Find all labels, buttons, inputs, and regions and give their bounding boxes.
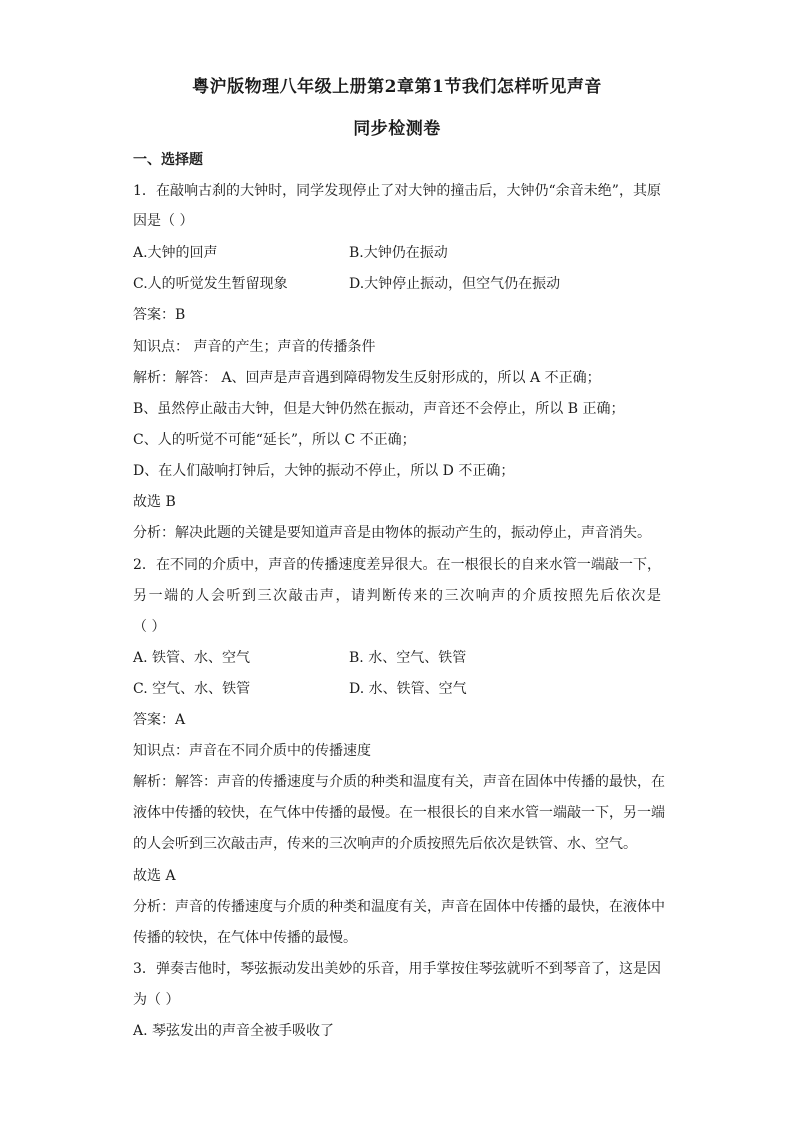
question-2-answer: 答案：A [133, 712, 186, 728]
question-1-option-d: D.大钟停止振动，但空气仍在振动 [349, 276, 561, 292]
question-2-analysis-c: 的人会听到三次敲击声，传来的三次响声的介质按照先后依次是铁管、水、空气。 [133, 836, 637, 852]
question-1-choose: 故选 B [133, 494, 176, 510]
question-2-fenxi-b: 传播的较快，在气体中传播的最慢。 [133, 930, 357, 946]
question-1-option-a: A.大钟的回声 [133, 245, 218, 261]
question-1-option-c: C.人的听觉发生暂留现象 [133, 276, 288, 292]
question-1-answer: 答案：B [133, 307, 186, 323]
question-2-analysis: 解析：解答：声音的传播速度与介质的种类和温度有关，声音在固体中传播的最快，在 [133, 774, 665, 790]
question-2-fenxi: 分析：声音的传播速度与介质的种类和温度有关，声音在固体中传播的最快，在液体中 [133, 899, 665, 915]
question-2-choose: 故选 A [133, 868, 176, 884]
question-1-option-b: B.大钟仍在振动 [349, 245, 448, 261]
document-title: 粤沪版物理八年级上册第2章第1节我们怎样听见声音 [192, 77, 602, 97]
question-1-analysis-d: D、在人们敲响打钟后，大钟的振动不停止，所以 D 不正确； [133, 463, 515, 479]
question-2-option-c: C. 空气、水、铁管 [133, 681, 251, 697]
question-2-stem-paren: （ ） [133, 619, 166, 635]
question-1-stem-cont: 因是（ ） [133, 213, 194, 229]
question-2-stem: 2．在不同的介质中，声音的传播速度差异很大。在一根很长的自来水管一端敲一下， [133, 557, 661, 573]
question-1-analysis: 解析：解答： A、回声是声音遇到障碍物发生反射形成的，所以 A 不正确； [133, 370, 601, 386]
question-1-knowledge: 知识点： 声音的产生；声音的传播条件 [133, 339, 376, 355]
question-2-stem-cont: 另一端的人会听到三次敲击声，请判断传来的三次响声的介质按照先后依次是 [133, 588, 661, 604]
question-2-option-a: A. 铁管、水、空气 [133, 650, 251, 666]
question-2-analysis-b: 液体中传播的较快，在气体中传播的最慢。在一根很长的自来水管一端敲一下，另一端 [133, 805, 665, 821]
question-1-fenxi: 分析：解决此题的关键是要知道声音是由物体的振动产生的，振动停止，声音消失。 [133, 525, 651, 541]
question-2-option-b: B. 水、空气、铁管 [349, 650, 467, 666]
document-subtitle: 同步检测卷 [353, 119, 441, 139]
question-3-stem: 3．弹奏吉他时，琴弦振动发出美妙的乐音，用手掌按住琴弦就听不到琴音了，这是因 [133, 961, 661, 977]
section-heading: 一、选择题 [133, 152, 203, 168]
question-1-stem: 1．在敲响古刹的大钟时，同学发现停止了对大钟的撞击后，大钟仍“余音未绝”，其原 [133, 183, 661, 199]
question-3-stem-cont: 为（ ） [133, 992, 180, 1008]
question-2-knowledge: 知识点：声音在不同介质中的传播速度 [133, 743, 371, 759]
question-1-analysis-b: B、虽然停止敲击大钟，但是大钟仍然在振动，声音还不会停止，所以 B 正确； [133, 401, 625, 417]
question-1-analysis-c: C、人的听觉不可能“延长”，所以 C 不正确； [133, 432, 416, 448]
question-3-option-a: A. 琴弦发出的声音全被手吸收了 [133, 1023, 335, 1039]
question-2-option-d: D. 水、铁管、空气 [349, 681, 467, 697]
